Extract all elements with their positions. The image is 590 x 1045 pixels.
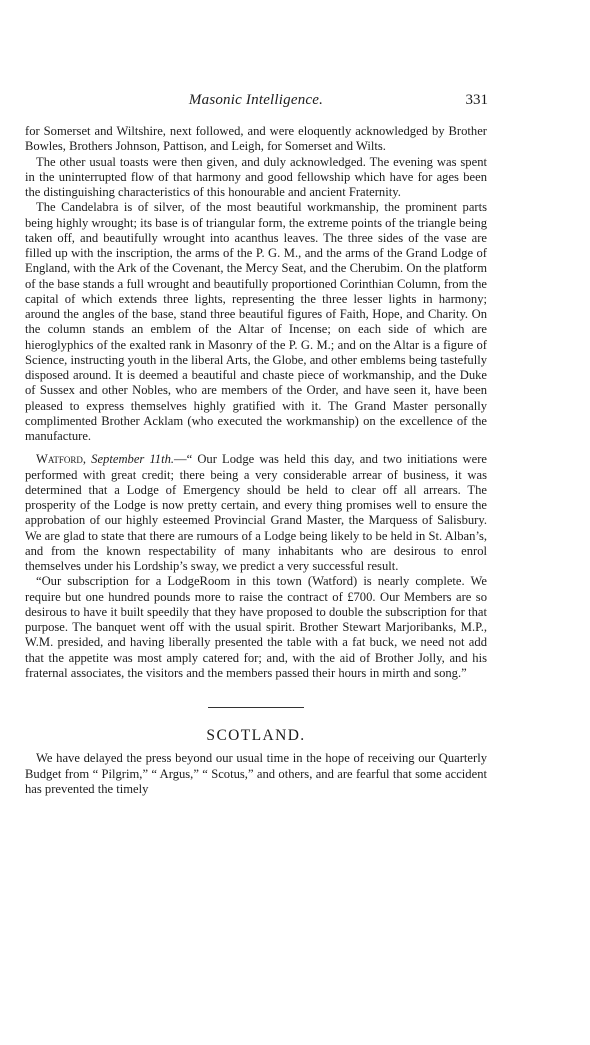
running-head [24,92,488,112]
paragraph-somerset-toasts: for Somerset and Wiltshire, next followed, and were eloquently acknowledged by Brother Bowles, Brothers Johnson, Pattison, and Leigh, for Somerset and Wilts. [25,124,487,154]
text-block [25,124,487,797]
paragraph-candelabra: The Candelabra is of silver, of the most beautiful workmanship, the prominent parts being highly wrought; its base is of triangular form, the extreme points of the triangle being taken off, and beautifully wrought into acanthus leaves. The three sides of the vase are filled up with the inscription, the arms of the P. G. M., and the arms of the Grand Lodge of England, with the Ark of the Covenant, the Mercy Seat, and the Cherubim. On the platform of the base stands a full wrought and beautifully proportioned Corinthian Column, from the capital of which extends three lights, representing the three lesser lights in harmony; around the angles of the base, stand three beautiful figures of Faith, Hope, and Charity. On the column stands an emblem of the Altar of Incense; on each side of which are hieroglyphics of the exalted rank in Masonry of the P. G. M.; and on the Altar is a figure of Science, instructing youth in the liberal Arts, the Globe, and other emblems being tastefully disposed around. It is deemed a beautiful and chaste piece of workmanship, and the Duke of Sussex and other Nobles, who are members of the Order, and have seen it, have been pleased to express themselves highly gratified with it. The Grand Master personally complimented Brother Acklam (who executed the workmanship) on the excellence of the manufacture. [25,200,487,443]
paragraph-watford-report [25,452,487,574]
dateline-date: September 11th. [91,452,175,467]
paragraph-watford-subscription: “Our subscription for a LodgeRoom in this town (Watford) is nearly complete. We require but one hundred pounds more to raise the contract of £700. Our Members are so desirous to have it built speedily that they have proposed to double the subscription for that purpose. The banquet went off with the usual spirit. Brother Stewart Marjoribanks, M.P., W.M. presided, and having liberally presented the table with a fat buck, we need not add that the appetite was most amply catered for; and, with the aid of Brother Jolly, and his fraternal associates, the visitors and the members passed their hours in mirth and song.” [25,574,487,680]
paragraph-usual-toasts: The other usual toasts were then given, and duly acknowledged. The evening was spent in the uninterrupted flow of that harmony and good fellowship which have for ages been the distinguishing characteristics of this honourable and ancient Fraternity. [25,154,487,199]
running-title: Masonic Intelligence. [188,92,324,108]
dateline-place: Watford, [36,452,87,467]
section-divider [208,707,304,708]
paragraph-scotland: We have delayed the press beyond our usual time in the hope of receiving our Quarterly Budget from “ Pilgrim,” “ Argus,” “ Scotus,” and others, and are fearful that some accident has prevented the timely [25,751,487,796]
watford-report-text: —“ Our Lodge was held this day, and two initiations were performed with great credit; there being a very considerable arrear of business, it was determined that a Lodge of Emergency should be held to clear off all arrears. The prosperity of the Lodge is now pretty certain, and every thing promises well to ensure the approbation of our highly esteemed Provincial Grand Master, the Marquess of Salisbury. We are glad to state that there are rumours of a Lodge being likely to be held in St. Alban’s, and from the known respectability of many inhabitants who are desirous to enrol themselves under his Lordship’s sway, we predict a very successful result. [25,452,488,573]
section-heading: SCOTLAND. [206,727,306,744]
page-number: 331 [465,92,488,108]
